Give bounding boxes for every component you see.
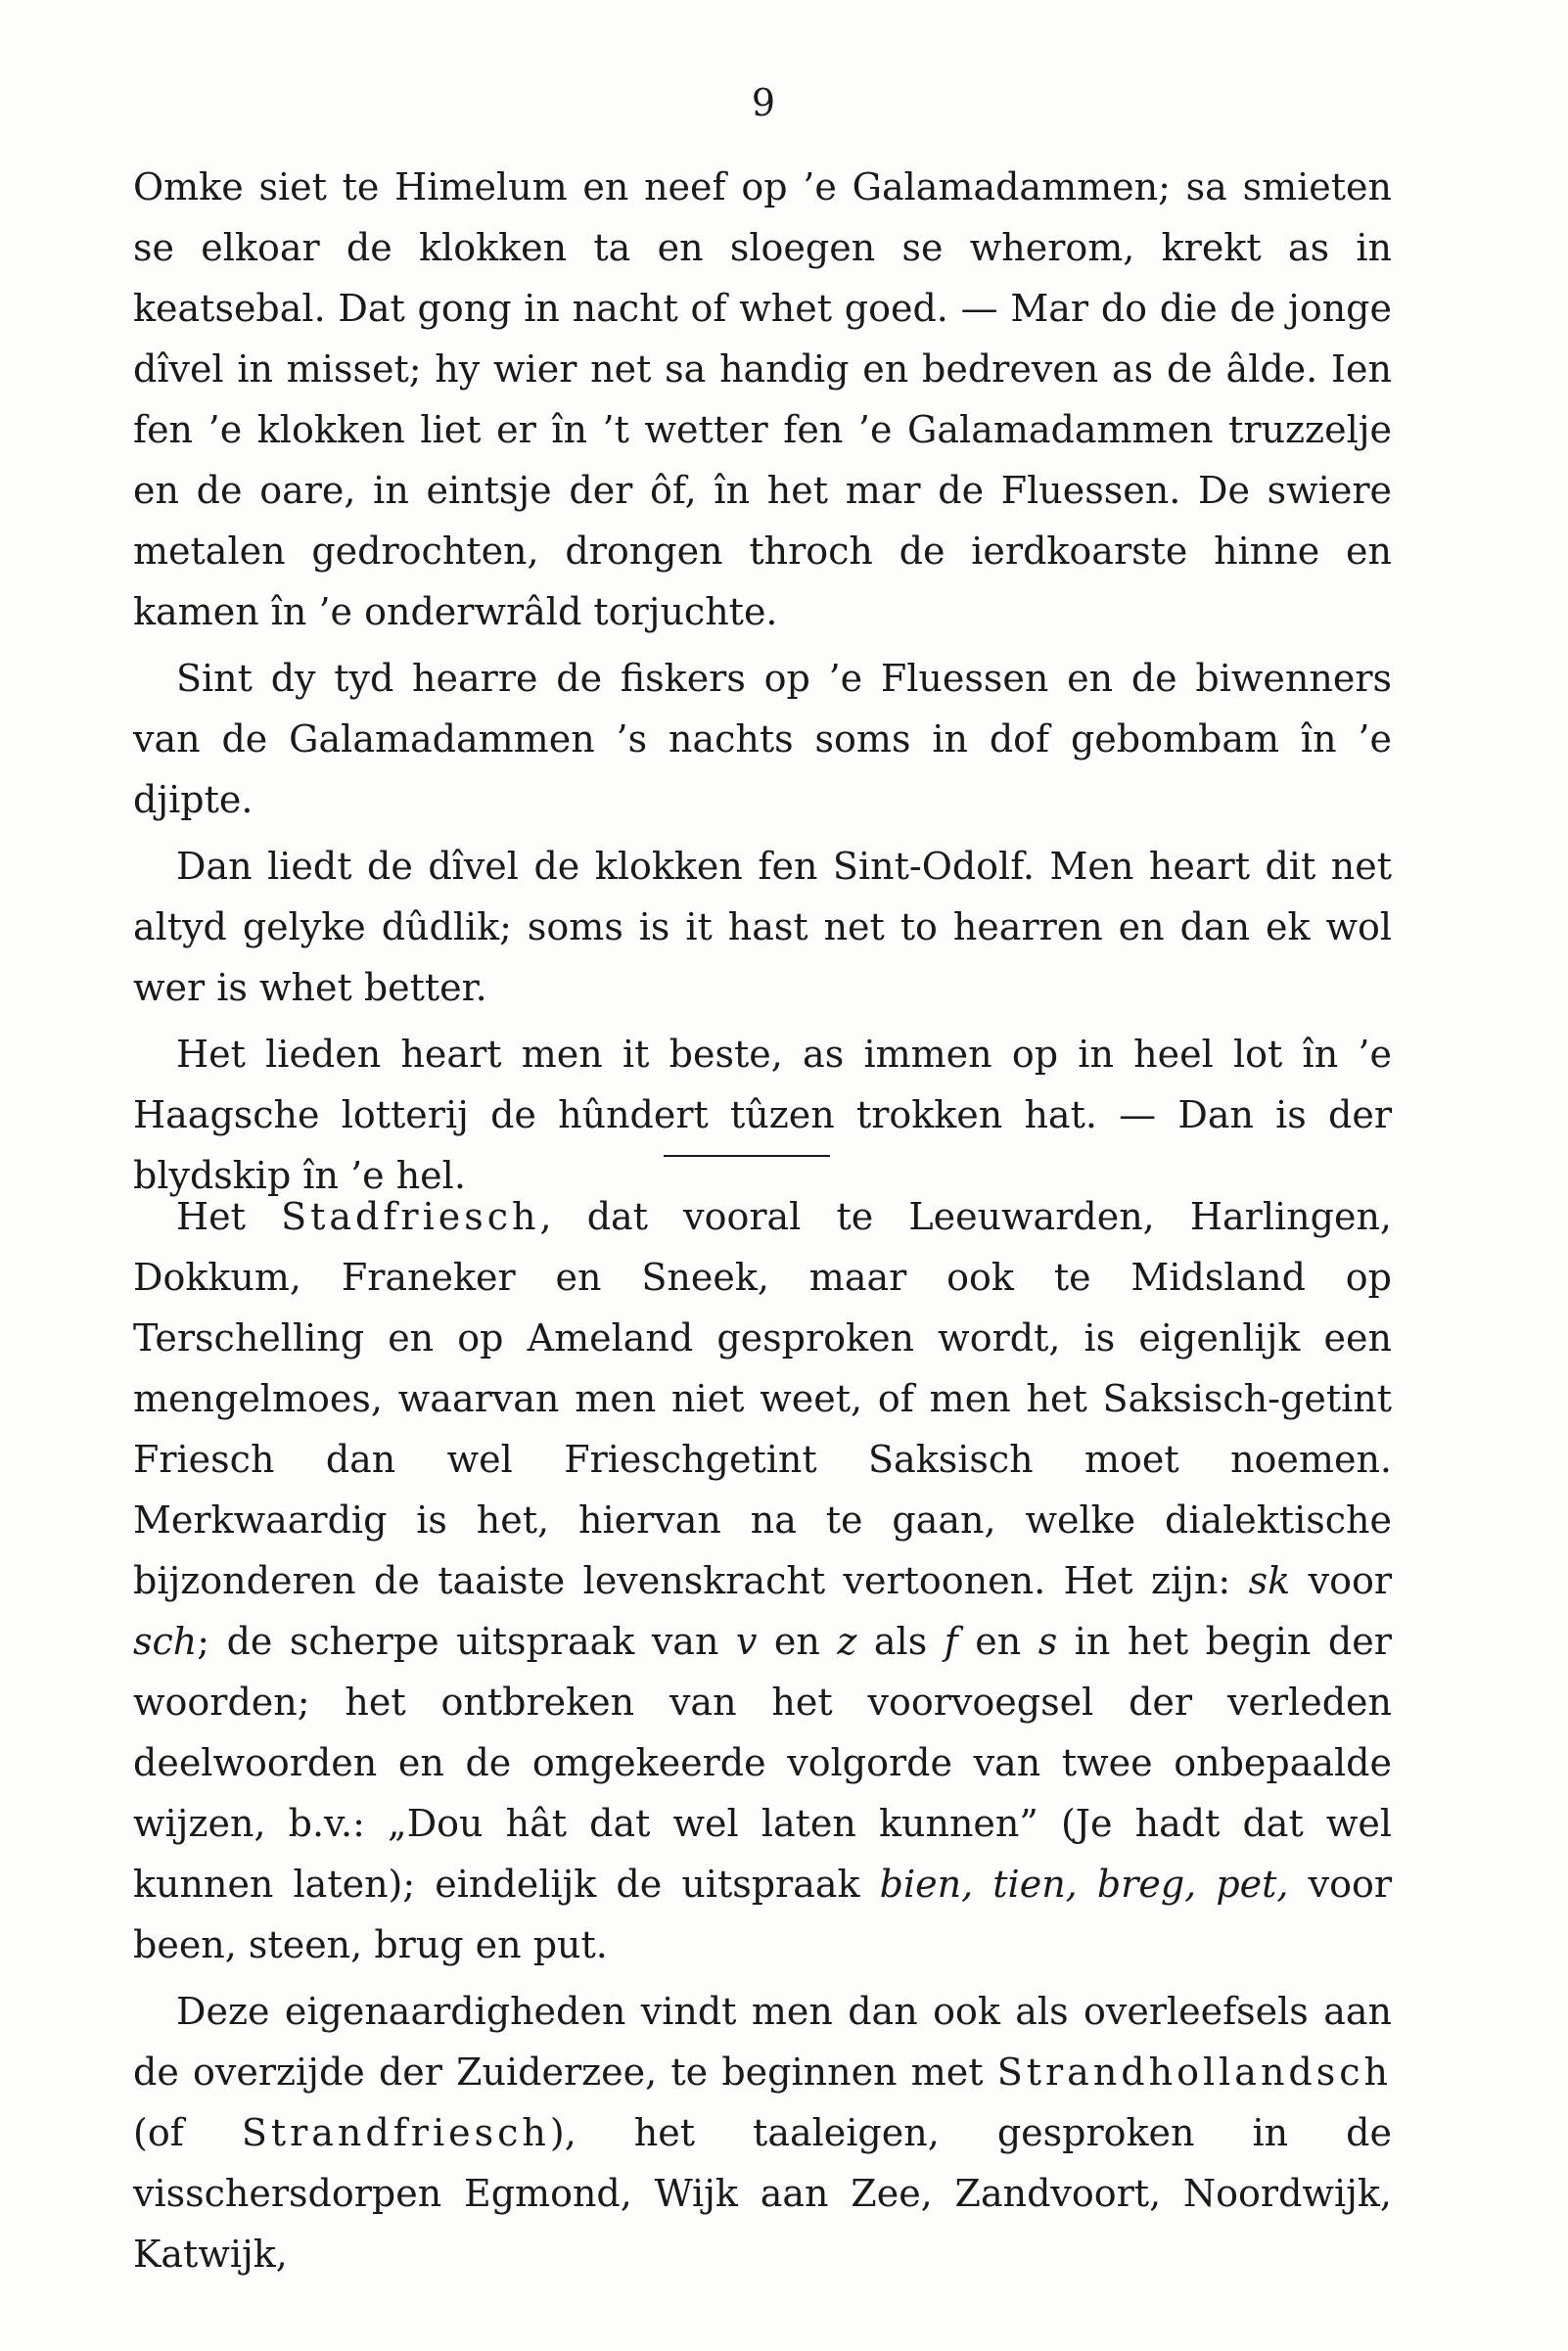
paragraph: [133, 1186, 1392, 1975]
italic-term: sch: [133, 1620, 198, 1663]
italic-term: sk: [1248, 1559, 1291, 1602]
text-run: ), het taaleigen, gesproken in de visschersdorpen Egmond, Wijk aan Zee, Zandvoort, Noordwijk, Katwijk,: [133, 2111, 1392, 2276]
page-number: 9: [751, 81, 776, 124]
italic-term: f: [944, 1620, 958, 1663]
paragraph: Het lieden heart men it beste, as immen op in heel lot în ’e Haagsche lotterij de hûndert tûzen trokken hat. — Dan is der blydskip în ’e hel.: [133, 1033, 1392, 1197]
paragraph: [133, 1981, 1392, 2284]
italic-term: bien, tien, breg, pet,: [879, 1863, 1289, 1906]
section-legend: [133, 157, 1392, 1206]
italic-term: s: [1038, 1620, 1058, 1663]
italic-term: v: [735, 1620, 758, 1663]
text-run: en: [975, 1620, 1022, 1663]
text-run: ; de scherpe uitspraak van: [197, 1620, 719, 1663]
text-run: Deze eigenaardigheden vindt men dan ook als overleefsels aan de overzijde der Zuiderzee, te beginnen met: [133, 1990, 1392, 2094]
spaced-term: Strandhollandsch: [996, 2051, 1392, 2094]
section-divider: [664, 1155, 830, 1157]
italic-term: z: [837, 1620, 857, 1663]
text-run: als: [873, 1620, 928, 1663]
paragraph: Sint dy tyd hearre de fiskers op ’e Fluessen en de biwenners van de Galamadammen ’s nachts soms in dof gebombam în ’e djipte.: [133, 657, 1392, 821]
paragraph: Dan liedt de dîvel de klokken fen Sint-Odolf. Men heart dit net altyd gelyke dûdlik; soms is it hast net to hearren en dan ek wol wer is whet better.: [133, 845, 1392, 1009]
spaced-term: Strandfriesch: [241, 2111, 550, 2154]
section-stadfriesch: [133, 1186, 1392, 2284]
paragraph: Omke siet te Himelum en neef op ’e Galamadammen; sa smieten se elkoar de klokken ta en sloegen se wherom, krekt as in keatsebal. Dat gong in nacht of whet goed. — Mar do die de jonge dîvel in misset; hy wier net sa handig en bedreven as de âlde. Ien fen ’e klokken liet er în ’t wetter fen ’e Galamadammen truzzelje en de oare, in eintsje der ôf, în het mar de Fluessen. De swiere metalen gedrochten, drongen throch de ierdkoarste hinne en kamen în ’e onderwrâld torjuchte.: [133, 165, 1392, 633]
text-run: , dat vooral te Leeuwarden, Harlingen, Dokkum, Franeker en Sneek, maar ook te Midsland op Terschelling en op Ameland gesproken wordt, is eigenlijk een mengelmoes, waarvan men niet weet, of men het Saksisch-getint Friesch dan wel Frieschgetint Saksisch moet noemen. Merkwaardig is het, hiervan na te gaan, welke dialektische bijzonderen de taaiste levenskracht vertoonen. Het zijn:: [133, 1195, 1392, 1602]
text-run: in het begin der woorden; het ontbreken van het voorvoegsel der verleden deelwoorden en de omgekeerde volgorde van twee onbepaalde wijzen, b.v.: „Dou hât dat wel laten kunnen” (Je hadt dat wel kunnen laten); eindelijk de uitspraak: [133, 1620, 1392, 1906]
text-run: Het: [176, 1195, 246, 1238]
text-run: voor: [1308, 1559, 1392, 1602]
text-run: voor been, steen, brug en put.: [133, 1863, 1392, 1966]
spaced-term: Stadfriesch: [281, 1195, 540, 1238]
text-run: en: [773, 1620, 820, 1663]
text-run: (of: [133, 2111, 184, 2154]
